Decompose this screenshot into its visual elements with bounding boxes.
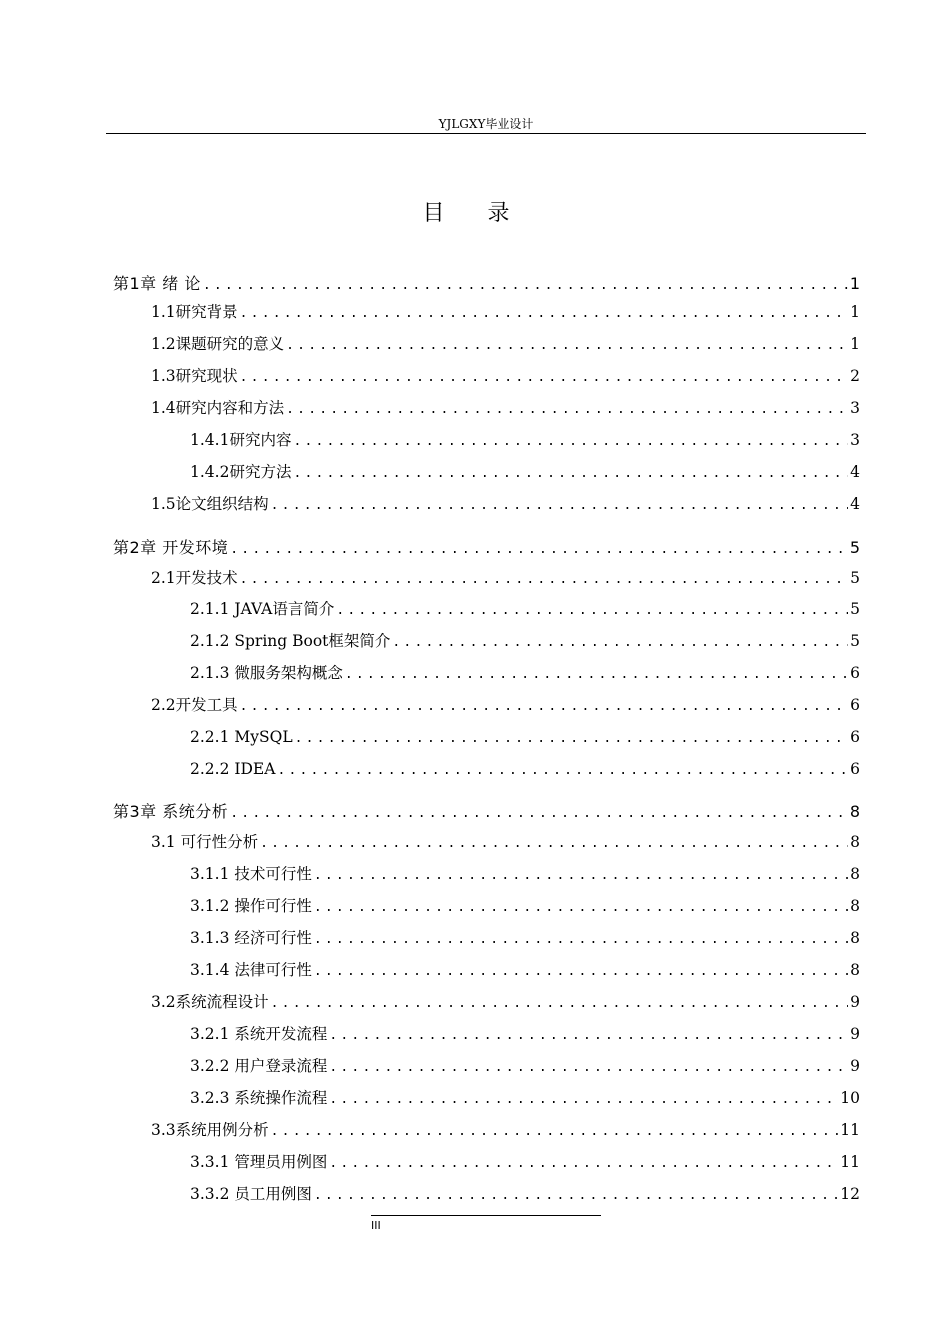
toc-subsection-entry[interactable]	[190, 1086, 860, 1110]
toc-dot-leader	[329, 1056, 848, 1078]
toc-entry-page: 9	[850, 1057, 860, 1075]
footer-page-number: III	[371, 1219, 381, 1232]
toc-entry-label: 3.3.1 管理员用例图	[190, 1153, 328, 1171]
toc-subsection-entry[interactable]	[190, 926, 860, 950]
toc-entry-page: 5	[850, 569, 860, 587]
toc-dot-leader	[314, 928, 848, 950]
toc-dot-leader	[314, 864, 848, 886]
toc-entry-label: 3.1.3 经济可行性	[190, 929, 312, 947]
toc-entry-label: 1.1研究背景	[151, 303, 238, 321]
toc-dot-leader	[240, 302, 848, 324]
toc-entry-label: 3.2.3 系统操作流程	[190, 1089, 328, 1107]
toc-entry-label: 2.2.1 MySQL	[190, 728, 293, 746]
toc-entry-label: 1.2课题研究的意义	[151, 335, 285, 353]
toc-entry-page: 6	[850, 664, 860, 682]
toc-dot-leader	[271, 1120, 839, 1142]
toc-entry-label: 3.3系统用例分析	[151, 1121, 269, 1139]
toc-dot-leader	[314, 1184, 838, 1206]
toc-entry-label: 第3章 系统分析	[113, 802, 229, 821]
toc-dot-leader	[392, 631, 848, 653]
toc-entry-page: 4	[850, 495, 860, 513]
toc-entry-label: 3.1 可行性分析	[151, 833, 259, 851]
toc-subsection-entry[interactable]	[190, 958, 860, 982]
toc-dot-leader	[295, 727, 849, 749]
toc-entry-label: 3.1.1 技术可行性	[190, 865, 312, 883]
toc-section-entry[interactable]	[151, 693, 860, 717]
toc-subsection-entry[interactable]	[190, 460, 860, 484]
toc-entry-label: 第2章 开发环境	[113, 538, 229, 557]
toc-entry-label: 1.3研究现状	[151, 367, 238, 385]
toc-dot-leader	[277, 759, 848, 781]
toc-subsection-entry[interactable]	[190, 1150, 860, 1174]
toc-dot-leader	[230, 538, 848, 560]
toc-entry-page: 1	[850, 303, 860, 321]
toc-section-entry[interactable]	[151, 332, 860, 356]
toc-entry-label: 1.4研究内容和方法	[151, 399, 285, 417]
toc-entry-page: 11	[840, 1153, 860, 1171]
toc-dot-leader	[293, 462, 848, 484]
toc-dot-leader	[240, 695, 848, 717]
header-text: YJLGXY毕业设计	[438, 117, 534, 131]
toc-entry-page: 6	[850, 760, 860, 778]
toc-entry-page: 8	[850, 961, 860, 979]
toc-entry-page: 8	[850, 929, 860, 947]
toc-dot-leader	[240, 366, 848, 388]
toc-entry-label: 1.4.2研究方法	[190, 463, 292, 481]
toc-entry-label: 3.2.2 用户登录流程	[190, 1057, 328, 1075]
toc-dot-leader	[286, 398, 848, 420]
toc-dot-leader	[329, 1152, 838, 1174]
toc-section-entry[interactable]	[151, 1118, 860, 1142]
toc-dot-leader	[286, 334, 848, 356]
toc-entry-page: 3	[850, 399, 860, 417]
toc-subsection-entry[interactable]	[190, 1022, 860, 1046]
toc-dot-leader	[329, 1088, 838, 1110]
toc-section-entry[interactable]	[151, 830, 860, 854]
toc-entry-label: 2.1.3 微服务架构概念	[190, 664, 343, 682]
toc-subsection-entry[interactable]	[190, 629, 860, 653]
toc-entry-label: 2.1开发技术	[151, 569, 238, 587]
toc-dot-leader	[336, 599, 848, 621]
toc-subsection-entry[interactable]	[190, 757, 860, 781]
toc-subsection-entry[interactable]	[190, 725, 860, 749]
toc-entry-label: 3.3.2 员工用例图	[190, 1185, 312, 1203]
toc-title: 目 录	[422, 201, 528, 226]
toc-entry-label: 2.1.1 JAVA语言简介	[190, 600, 335, 618]
toc-entry-page: 8	[850, 865, 860, 883]
toc-dot-leader	[230, 802, 848, 824]
toc-entry-page: 2	[850, 367, 860, 385]
toc-subsection-entry[interactable]	[190, 428, 860, 452]
toc-entry-page: 4	[850, 463, 860, 481]
toc-dot-leader	[271, 494, 848, 516]
toc-chapter-entry[interactable]	[113, 536, 860, 560]
toc-dot-leader	[329, 1024, 848, 1046]
toc-chapter-entry[interactable]	[113, 272, 860, 296]
footer-divider	[371, 1215, 601, 1216]
toc-entry-page: 8	[850, 833, 860, 851]
toc-entry-label: 2.1.2 Spring Boot框架简介	[190, 632, 391, 650]
toc-entry-page: 5	[850, 600, 860, 618]
toc-dot-leader	[314, 896, 848, 918]
toc-entry-label: 3.2.1 系统开发流程	[190, 1025, 328, 1043]
toc-section-entry[interactable]	[151, 364, 860, 388]
toc-dot-leader	[203, 274, 848, 296]
toc-entry-label: 1.4.1研究内容	[190, 431, 292, 449]
toc-entry-label: 3.1.4 法律可行性	[190, 961, 312, 979]
toc-entry-label: 3.2系统流程设计	[151, 993, 269, 1011]
toc-subsection-entry[interactable]	[190, 894, 860, 918]
toc-dot-leader	[293, 430, 848, 452]
toc-subsection-entry[interactable]	[190, 661, 860, 685]
toc-entry-page: 3	[850, 431, 860, 449]
toc-entry-label: 1.5论文组织结构	[151, 495, 269, 513]
toc-subsection-entry[interactable]	[190, 597, 860, 621]
toc-chapter-entry[interactable]	[113, 800, 860, 824]
toc-dot-leader	[314, 960, 848, 982]
toc-section-entry[interactable]	[151, 396, 860, 420]
toc-entry-page: 12	[840, 1185, 860, 1203]
toc-entry-label: 第1章 绪 论	[113, 274, 201, 293]
toc-entry-label: 2.2.2 IDEA	[190, 760, 276, 778]
toc-section-entry[interactable]	[151, 300, 860, 324]
toc-entry-page: 5	[850, 632, 860, 650]
toc-dot-leader	[260, 832, 848, 854]
toc-subsection-entry[interactable]	[190, 1054, 860, 1078]
toc-entry-page: 1	[849, 274, 860, 293]
toc-entry-page: 8	[850, 897, 860, 915]
toc-dot-leader	[240, 568, 848, 590]
toc-entry-page: 9	[850, 1025, 860, 1043]
toc-section-entry[interactable]	[151, 492, 860, 516]
toc-entry-page: 8	[849, 802, 860, 821]
toc-entry-label: 3.1.2 操作可行性	[190, 897, 312, 915]
toc-entry-page: 1	[850, 335, 860, 353]
toc-entry-page: 6	[850, 696, 860, 714]
toc-entry-page: 6	[850, 728, 860, 746]
toc-entry-page: 9	[850, 993, 860, 1011]
toc-subsection-entry[interactable]	[190, 1182, 860, 1206]
toc-dot-leader	[271, 992, 848, 1014]
toc-entry-page: 10	[840, 1089, 860, 1107]
toc-section-entry[interactable]	[151, 566, 860, 590]
toc-entry-page: 5	[849, 538, 860, 557]
toc-entry-label: 2.2开发工具	[151, 696, 238, 714]
toc-dot-leader	[345, 663, 848, 685]
toc-section-entry[interactable]	[151, 990, 860, 1014]
toc-entry-page: 11	[840, 1121, 860, 1139]
toc-subsection-entry[interactable]	[190, 862, 860, 886]
